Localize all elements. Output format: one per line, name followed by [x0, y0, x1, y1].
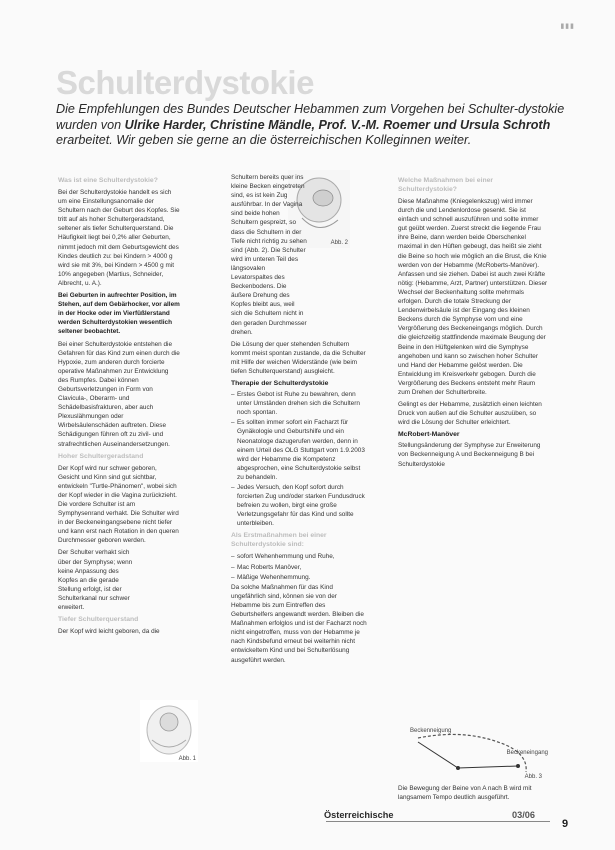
paragraph: Bei der Schulterdystokie handelt es sich um eine Einstellungsanomalie der Schultern nach der Geburt des Kopfes. Sie tritt auf als hoher Schultergeradstand, seltener als tiefer Schulterquerstand. Die Häufigkeit liegt bei 0,2% aller Geburten, nimmt jedoch mit dem Geburtsgewicht des Kindes deutlich zu: bei Kindern > 4000 g wird sie mit 3%, bei Kindern > 4500 g mit 10% angegeben (Martius, Schneider, Albrecht, u. A.).: [58, 189, 180, 287]
figure-label: Abb. 3: [524, 774, 542, 780]
figure-label: Abb. 1: [178, 756, 196, 762]
issue-number: 03/06: [512, 810, 535, 820]
figure-abb1: [140, 700, 198, 762]
section-heading: Hoher Schultergeradstand: [58, 452, 144, 460]
paragraph: Der Kopf wird nur schwer geboren, Gesicht und Kinn sind gut sichtbar, entwickeln "Turtle-Phänomen", wobei sich der Kopf wieder in die Vagina zurückzieht. Die vordere Schulter ist am Symphysenrand verhakt. Die Schulter wird in der Beckeneingangsebene nicht tiefer und kann erst nach Rotation in den queren Durchmesser geboren werden.: [58, 464, 179, 545]
mcroberts-diagram: [398, 728, 548, 780]
list-item: – Erstes Gebot ist Ruhe zu bewahren, denn unter Umständen drehen sich die Schultern noch spontan.: [231, 390, 367, 417]
paragraph: Da solche Maßnahmen für das Kind ungefährlich sind, können sie von der Hebamme bis zum Eintreffen des Geburtshelfers angewandt werden. Bleiben die Maßnahmen erfolglos und ist der Facharzt noch nicht eingetroffen, muss von der Hebamme je nach Kindsbefund erneut bei weiterhin nicht entwickeltem Kind und bei Schulterlösung ausgeführt werden.: [231, 583, 367, 664]
section-heading: Was ist eine Schulterdystokie?: [58, 177, 158, 184]
first-measures-list: [231, 552, 367, 581]
figure-label: Abb. 2: [330, 240, 348, 246]
pelvis-illustration: [140, 700, 198, 762]
article-title: Schulterdystokie: [56, 64, 314, 101]
list-item: – Es sollten immer sofort ein Facharzt für Gynäkologie und Geburtshilfe und ein Neonatologe dazugerufen werden, denn in einem Urteil des OLG Stuttgart vom 1.9.2003 wird der Hebamme die Kompetenz abgesprochen, eine Schulterdystokie selbst zu behandeln.: [231, 418, 367, 482]
corner-mark: ▮▮▮: [560, 23, 575, 30]
section-heading: Therapie der Schulterdystokie: [231, 380, 329, 388]
paragraph: Bei einer Schulterdystokie entstehen die Gefahren für das Kind zum einen durch die Hypoxie, zum anderen durch forcierte operative Maßnahmen zur Entwicklung des Rumpfes. Dabei können Geburtsverletzungen in Form von Clavicula-, Oberarm- und Schädelbasisfrakturen, aber auch Plexuslähmungen oder Wirbelsäulenschäden auftreten. Diese Schädigungen führen oft zu zivil- und strafrechtlichen Auseinandersetzungen.: [58, 340, 180, 448]
paragraph: Schultern bereits quer ins kleine Becken eingetreten sind, es ist kein Zug ausführbar. In der Vagina sind beide hohen Schultern gespreizt, so dass die Schultern in der Tiefe nicht richtig zu sehen sind (Abb. 2). Die Schulter wird im unteren Teil des längsovalen Levatorspaltes des Beckenbodens. Die äußere Drehung des Kopfes bleibt aus, weil sich die Schultern nicht in den geraden Durchmesser drehen.: [231, 174, 307, 336]
bold-paragraph: Bei Geburten in aufrechter Position, im Stehen, auf dem Gebärhocker, vor allem in der Hocke oder im Vierfüßlerstand werden Schulterdystokien wesentlich seltener beobachtet.: [58, 292, 180, 336]
figure-label: Beckenneigung: [410, 728, 452, 734]
paragraph: Die Lösung der quer stehenden Schultern kommt meist spontan zustande, da die Schulter mit Hilfe der weichen Widerstände (wie beim tiefen Schulterquerstand) ausgleicht.: [231, 340, 366, 375]
caption-text: Die Bewegung der Beine von A nach B wird mit langsamem Tempo deutlich ausgeführt.: [398, 785, 532, 802]
list-item: – Jedes Versuch, den Kopf sofort durch forcierten Zug und/oder starken Fundusdruck befreien zu wollen, birgt eine große Verletzungsgefahr für das Kind und sollte unterbleiben.: [231, 483, 367, 528]
right-column: [398, 173, 548, 472]
figure-caption: [398, 784, 548, 805]
intro-text-2: erarbeitet. Wir geben sie gerne an die österreichischen Kolleginnen weiter.: [56, 133, 472, 148]
list-item: – Mac Roberts Manöver,: [231, 563, 367, 572]
article-intro: [56, 102, 566, 149]
paragraph: Gelingt es der Hebamme, zusätzlich einen leichten Druck von außen auf die Schulter auszuüben, so wird die Lösung der Schulter erleichtert.: [398, 401, 542, 427]
middle-column: [231, 173, 367, 668]
therapy-list: [231, 390, 367, 528]
journal-name: Österreichische: [324, 810, 394, 820]
figure-label: Beckeneingang: [506, 750, 548, 756]
left-column: [58, 173, 180, 639]
list-item: – sofort Wehenhemmung und Ruhe,: [231, 552, 367, 561]
intro-text-1: Die Empfehlungen des Bundes Deutscher Hebammen zum Vorgehen bei Schulter-dystokie wurden von: [56, 102, 565, 132]
paragraph: Der Kopf wird leicht geboren, da die: [58, 628, 160, 636]
section-heading: Tiefer Schulterquerstand: [58, 616, 139, 624]
intro-authors: Ulrike Harder, Christine Mändle, Prof. V.-M. Roemer und Ursula Schroth: [124, 117, 551, 132]
page-number: 9: [562, 818, 569, 830]
paragraph: Der Schulter verhakt sich über der Symphyse; wenn keine Anpassung des Kopfes an die gerade Stellung erfolgt, ist der Schulterkanal nur schwer erweitert.: [58, 549, 133, 612]
paragraph: Diese Maßnahme (Kniegelenkszug) wird immer durch die und Lendenlordose gesenkt. Sie ist einfach und schnell auszuführen und sollte immer gut geübt werden. Zuerst streckt die liegende Frau ihre Beine, dann werden beide Oberschenkel maximal in den Hüften gebeugt, das heißt sie zieht die Beine so hoch wie möglich an die Brust, die Knie werden von der Hebamme (McRoberts-Manöver). Anfassen und sie ziehen. Dabei ist auch zwei Kräfte nötig: (Hebamme, Arzt, Partner) unterstützen. Dieser Wechsel der Beckenhaltung sollte mehrmals erfolgen. Durch die totale Streckung der Lendenwirbelsäule ist der Eingang des kleinen Beckens durch die Symphyse vorn und eine Vergrößerung des Beckeneingangs möglich. Durch die gleichzeitig stattfindende maximale Beugung der Beine in den Hüftgelenken wird die Symphyse angehoben und kann so zwischen hoher Schulter und Hand der Hebamme gelöst werden. Die Entwicklung im Kreisverkehr gebogen. Durch die Vergrößerung des Beckens entsteht mehr Raum zum Drehen der Schulterbreite.: [398, 198, 548, 396]
footer-divider: [326, 821, 550, 822]
section-heading: Als Erstmaßnahmen bei einer Schulterdystokie sind:: [231, 532, 327, 549]
section-heading: McRobert-Manöver: [398, 431, 460, 439]
paragraph: Stellungsänderung der Symphyse zur Erweiterung von Beckenneigung A und Beckenneigung B bei Schulterdystokie: [398, 442, 541, 468]
section-heading: Welche Maßnahmen bei einer Schulterdystokie?: [398, 177, 494, 193]
list-item: – Mäßige Wehenhemmung.: [231, 573, 367, 582]
